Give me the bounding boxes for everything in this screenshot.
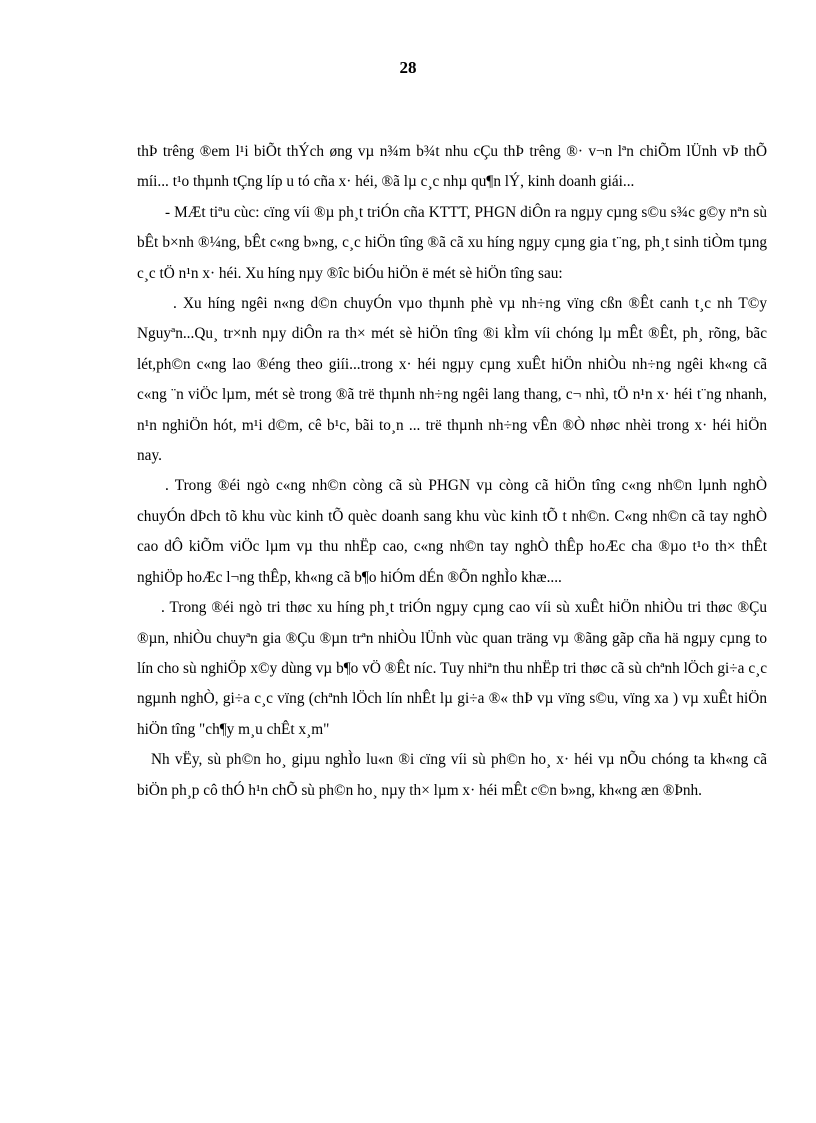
- document-body: [137, 137, 767, 806]
- paragraph-6: Nh vËy, sù ph©n ho¸ giµu nghÌo lu«n ®i cïng víi sù ph©n ho¸ x· héi vµ nÕu chóng ta kh«ng cã biÖn ph¸p cô thÓ h¹n chÕ sù ph©n ho¸ nµy th× lµm x· héi mÊt c©n b»ng, kh«ng æn ®Þnh.: [137, 751, 767, 799]
- paragraph-5: . Trong ®éi ngò tri thøc xu híng ph¸t triÓn ngµy cµng cao víi sù xuÊt hiÖn nhiÒu tri thøc ®Çu ®µn, nhiÒu chuyªn gia ®Çu ®µn trªn nhiÒu lÜnh vùc quan träng vµ ®ãng gãp cña hä ngµy cµng to lín cho sù nghiÖp x©y dùng vµ b¶o vÖ ®Êt níc. Tuy nhiªn thu nhËp tri thøc cã sù chªnh lÖch gi÷a c¸c ngµnh nghÒ, gi÷a c¸c vïng (chªnh lÖch lín nhÊt lµ gi÷a ®« thÞ vµ vïng s©u, vïng xa ) vµ xuÊt hiÖn hiÖn tîng "ch¶y m¸u chÊt x¸m": [137, 599, 767, 738]
- paragraph-1: thÞ trêng ®em l¹i biÕt thÝch øng vµ n¾m b¾t nhu cÇu thÞ trêng ®· v¬n lªn chiÕm lÜnh vÞ thÕ míi... t¹o thµnh tÇng líp u tó cña x· héi, ®ã lµ c¸c nhµ qu¶n lÝ, kinh doanh giái...: [137, 143, 767, 191]
- paragraph-2: - MÆt tiªu cùc: cïng víi ®µ ph¸t triÓn cña KTTT, PHGN diÔn ra ngµy cµng s©u s¾c g©y nªn sù bÊt b×nh ®¼ng, bÊt c«ng b»ng, c¸c hiÖn tîng ®ã cã xu híng ngµy cµng gia t¨ng, ph¸t sinh tiÒm tµng c¸c tÖ n¹n x· héi. Xu híng nµy ®îc biÓu hiÖn ë mét sè hiÖn tîng sau:: [137, 203, 767, 282]
- paragraph-4: . Trong ®éi ngò c«ng nh©n còng cã sù PHGN vµ còng cã hiÖn tîng c«ng nh©n lµnh nghÒ chuyÓn dÞch tõ khu vùc kinh tÕ quèc doanh sang khu vùc kinh tÕ t nh©n. C«ng nh©n cã tay nghÒ cao dÔ kiÕm viÖc lµm vµ thu nhËp cao, c«ng nh©n tay nghÒ thÊp hoÆc cha ®µo t¹o th× thÊt nghiÖp hoÆc l¬ng thÊp, kh«ng cã b¶o hiÓm dÉn ®Õn nghÌo khæ....: [137, 477, 767, 586]
- page-number: 28: [399, 58, 417, 77]
- paragraph-3: . Xu híng ngêi n«ng d©n chuyÓn vµo thµnh phè vµ nh÷ng vïng cßn ®Êt canh t¸c nh T©y Nguyªn...Qu¸ tr×nh nµy diÔn ra th× mét sè hiÖn tîng ®i kÌm víi chóng lµ mÊt ®Êt, ph¸ rõng, bãc lét,ph©n c«ng lao ®éng theo giíi...trong x· héi ngµy cµng xuÊt hiÖn nhiÒu nh÷ng ngêi kh«ng cã c«ng ¨n viÖc lµm, mét sè trong ®ã trë thµnh nh÷ng ngêi lang thang, c¬ nhì, tÖ n¹n x· héi t¨ng nhanh, n¹n nghiÖn hót, m¹i d©m, cê b¹c, bãi to¸n ... trë thµnh nh÷ng vÊn ®Ò nhøc nhèi trong x· héi hiÖn nay.: [137, 295, 767, 465]
